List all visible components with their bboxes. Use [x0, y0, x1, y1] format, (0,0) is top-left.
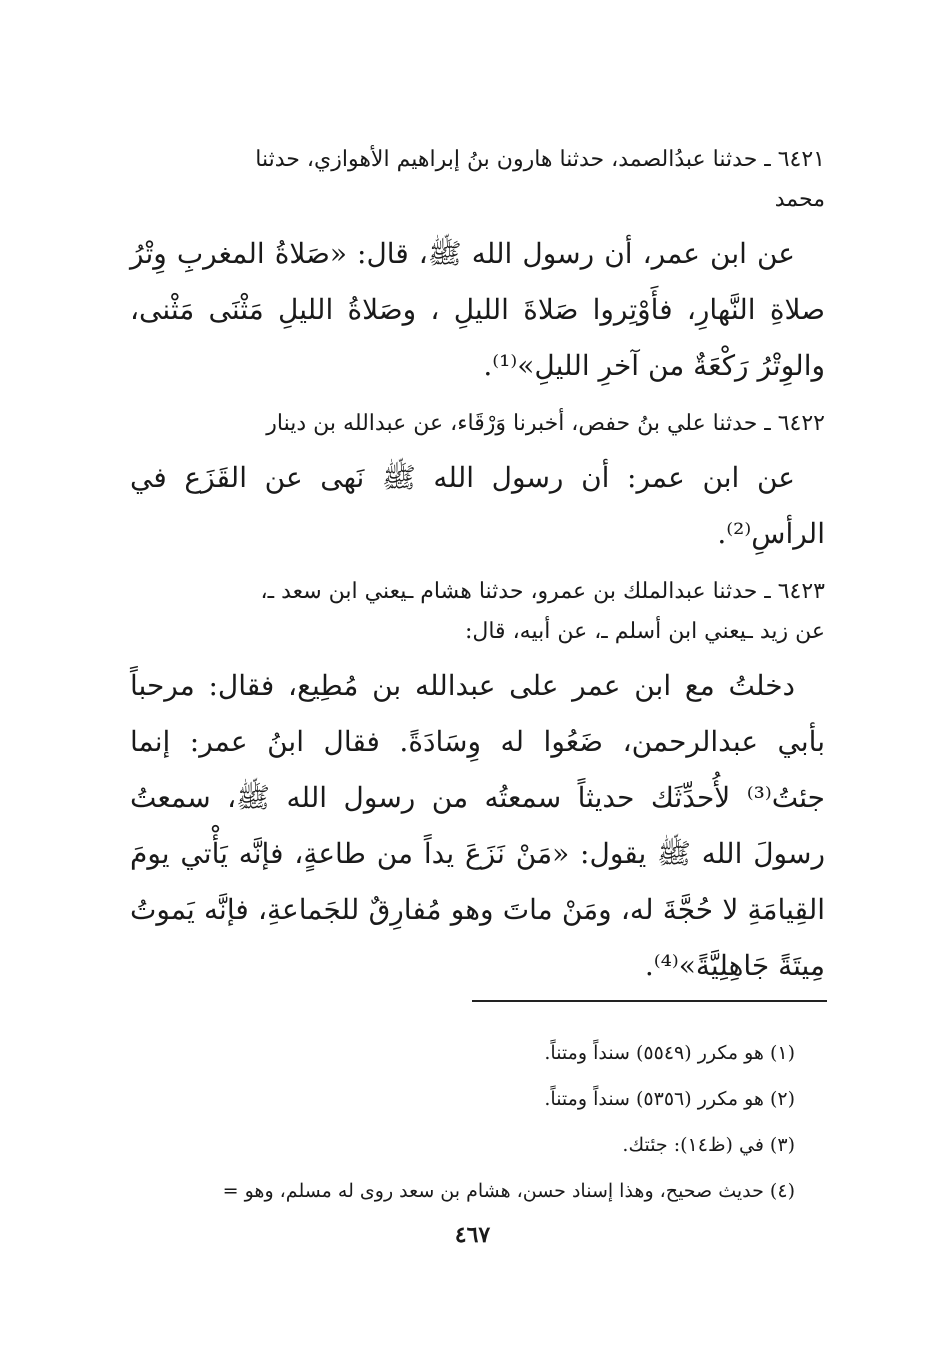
isnad-line: محمد — [774, 187, 825, 212]
footnotes — [100, 1030, 795, 1214]
footnote-3: (٣) في (ظ١٤): جئتك. — [622, 1134, 795, 1156]
page-number: ٤٦٧ — [454, 1222, 491, 1248]
footnote-2: (٢) هو مكرر (٥٣٥٦) سنداً ومتناً. — [544, 1088, 795, 1110]
hadith-6423 — [130, 572, 825, 994]
isnad-line: عن زيد ـيعني ابن أسلم ـ، عن أبيه، قال: — [464, 619, 825, 644]
isnad-line: ٦٤٢١ ـ حدثنا عبدُالصمد، حدثنا هارون بنُ إبراهيم الأهوازي، حدثنا — [255, 147, 825, 172]
hadith-6421 — [130, 140, 825, 394]
matn-text: عن ابن عمر، أن رسول الله ﷺ، قال: «صَلاةُ المغربِ وِتْرُ صلاةِ النَّهارِ، فأَوْتِروا صَلاةَ الليلِ ، وصَلاةُ الليلِ مَثْنَى مَثْنى، والوِتْرُ رَكْعَةٌ من آخرِ الليلِ»⁽¹⁾. — [130, 237, 825, 382]
matn-text: عن ابن عمر: أن رسول الله ﷺ نَهى عن القَزَع في الرأسِ⁽²⁾. — [130, 461, 825, 550]
isnad-line: ٦٤٢٣ ـ حدثنا عبدالملك بن عمرو، حدثنا هشام ـيعني ابن سعد ـ، — [260, 579, 825, 604]
isnad-line: ٦٤٢٢ ـ حدثنا علي بنُ حفص، أخبرنا وَرْقَاء، عن عبدالله بن دينار — [266, 411, 825, 436]
footnote-1: (١) هو مكرر (٥٥٤٩) سنداً ومتناً. — [544, 1042, 795, 1064]
matn-text: دخلتُ مع ابن عمر على عبدالله بن مُطِيع، فقال: مرحباً بأبي عبدالرحمن، ضَعُوا له وِسَادَةً. فقال ابنُ عمر: إنما جئتُ⁽³⁾ لأُحدِّثَك حديثاً سمعتُه من رسول الله ﷺ، سمعتُ رسولَ الله ﷺ يقول: «مَنْ نَزَعَ يداً من طاعةٍ، فإنَّه يَأْتي يومَ القِيامَةِ لا حُجَّةَ له، ومَنْ ماتَ وهو مُفارِقٌ للجَماعةِ، فإنَّه يَموتُ مِيتَةً جَاهِلِيَّةً»⁽⁴⁾. — [130, 669, 825, 982]
footnote-4: (٤) حديث صحيح، وهذا إسناد حسن، هشام بن سعد روى له مسلم، وهو = — [222, 1180, 795, 1202]
page-body — [130, 140, 825, 1002]
hadith-6422 — [130, 404, 825, 562]
footnote-separator — [472, 1000, 827, 1002]
